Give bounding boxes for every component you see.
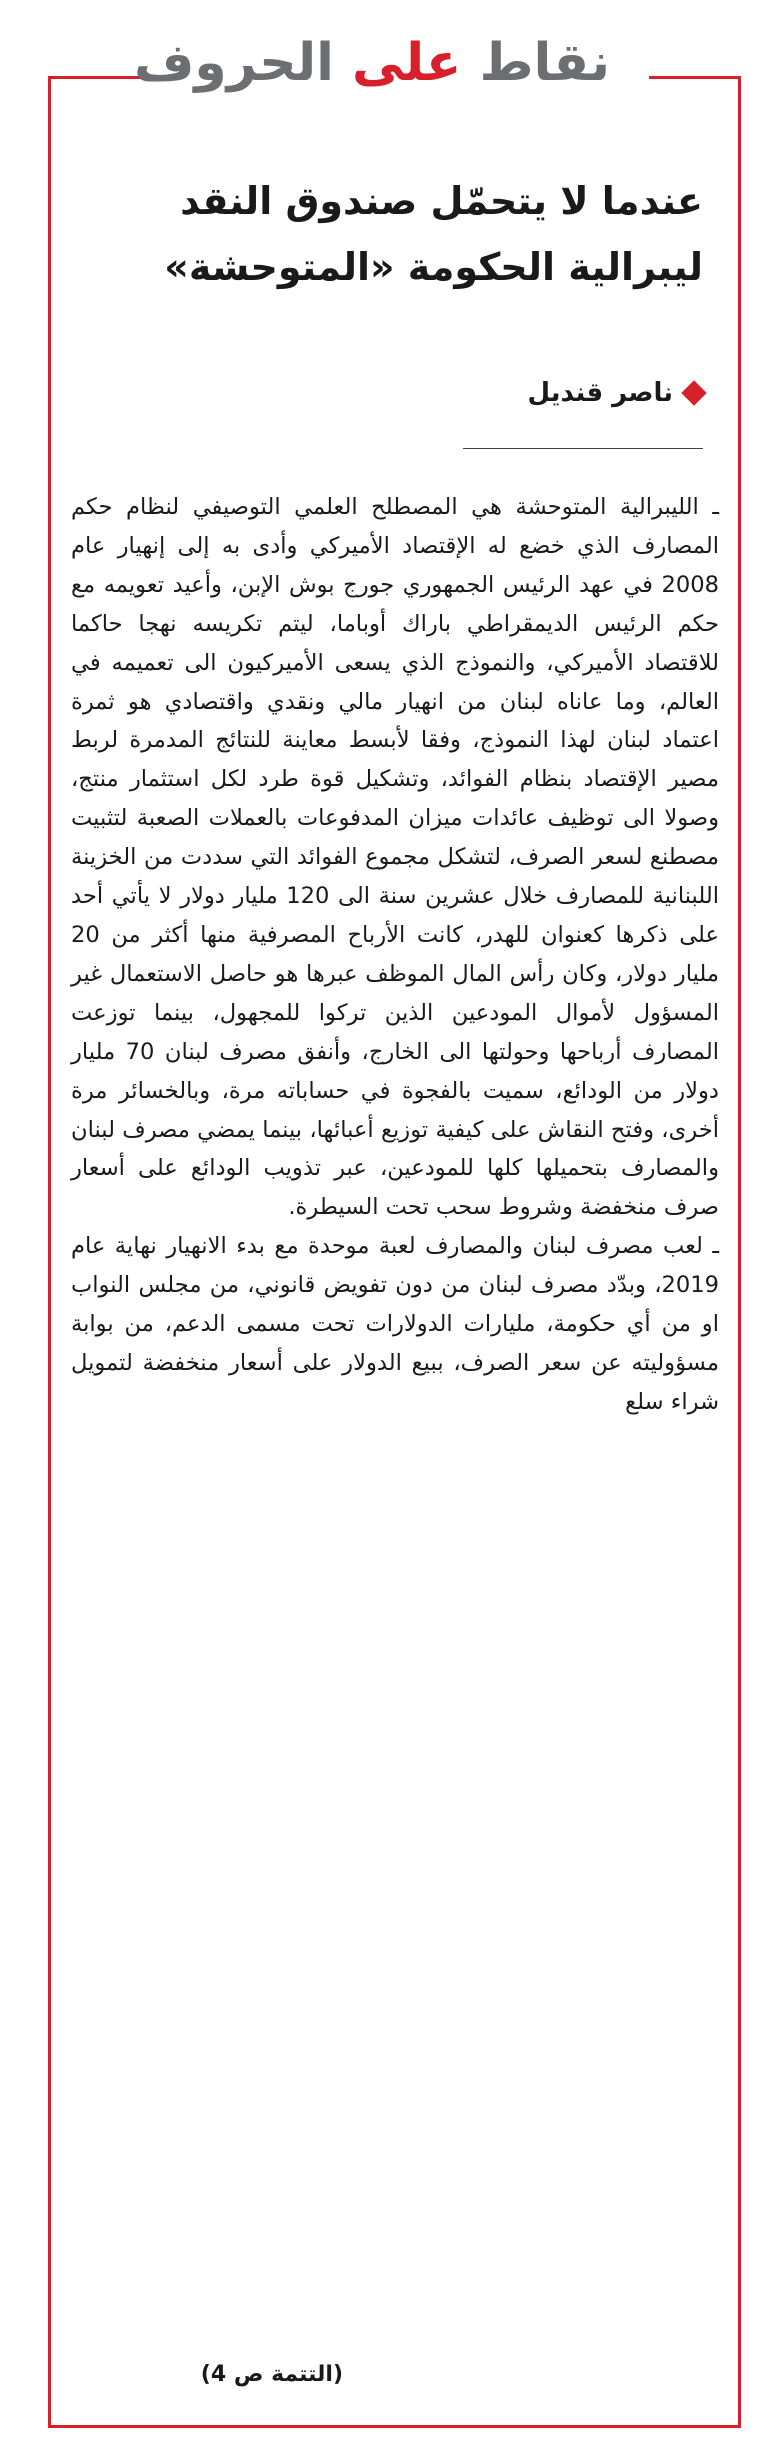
column-masthead (134, 30, 610, 96)
byline (527, 378, 703, 408)
diamond-icon (681, 380, 706, 405)
article-paragraph: ـ لعب مصرف لبنان والمصارف لعبة موحدة مع بدء الانهيار نهاية عام 2019، وبدّد مصرف لبنان من دون تفويض قانوني، من مجلس النواب او من أي حكومة، مليارات الدولارات تحت مسمى الدعم، من بوابة مسؤوليته عن سعر الصرف، ببيع الدولار على أسعار منخفضة لتمويل شراء سلع (71, 1233, 719, 1415)
headline-line-2: ليبرالية الحكومة «المتوحشة» (164, 245, 703, 289)
masthead-word-3: الحروف (134, 33, 334, 93)
masthead-word-2: على (352, 33, 462, 93)
headline-line-1: عندما لا يتحمّل صندوق النقد (180, 179, 703, 223)
continuation-note: (التتمة ص 4) (200, 2362, 343, 2387)
article-body (71, 488, 719, 1422)
byline-divider (463, 448, 703, 449)
author-name: ناصر قنديل (527, 378, 673, 408)
article-paragraph: ـ الليبرالية المتوحشة هي المصطلح العلمي التوصيفي لنظام حكم المصارف الذي خضع له الإقتصاد الأميركي وأدى به إلى إنهيار عام 2008 في عهد الرئيس الجمهوري جورج بوش الإبن، وأعيد تعويمه مع حكم الرئيس الديمقراطي باراك أوباما، ليتم تكريسه نهجا حاكما للاقتصاد الأميركي، والنموذج الذي يسعى الأميركيون الى تعميمه في العالم، وما عاناه لبنان من انهيار مالي ونقدي واقتصادي هو ثمرة اعتماد لبنان لهذا النموذج، وفقا لأبسط معاينة للنتائج المدمرة لربط مصير الإقتصاد بنظام الفوائد، وتشكيل قوة طرد لكل استثمار منتج، وصولا الى توظيف عائدات ميزان المدفوعات بالعملات الصعبة لتثبيت مصطنع لسعر الصرف، لتشكل مجموع الفوائد التي سددت من الخزينة اللبنانية للمصارف خلال عشرين سنة الى 120 مليار دولار لا يأتي أحد على ذكرها كعنوان للهدر، كانت الأرباح المصرفية منها أكثر من 20 مليار دولار، وكان رأس المال الموظف عبرها هو حاصل الاستعمال غير المسؤول لأموال المودعين الذين تركوا للمجهول، بينما توزعت المصارف أرباحها وحولتها الى الخارج، وأنفق مصرف لبنان 70 مليار دولار من الودائع، سميت بالفجوة في حساباته مرة، وبالخسائر مرة أخرى، وفتح النقاش على كيفية توزيع أعبائها، بينما يمضي مصرف لبنان والمصارف بتحميلها كلها للمودعين، عبر تذويب الودائع على أسعار صرف منخفضة وشروط سحب تحت السيطرة. (71, 494, 719, 1221)
frame-top-right-rule (649, 76, 741, 79)
masthead-word-1: نقاط (479, 33, 610, 93)
article-headline (83, 168, 703, 300)
